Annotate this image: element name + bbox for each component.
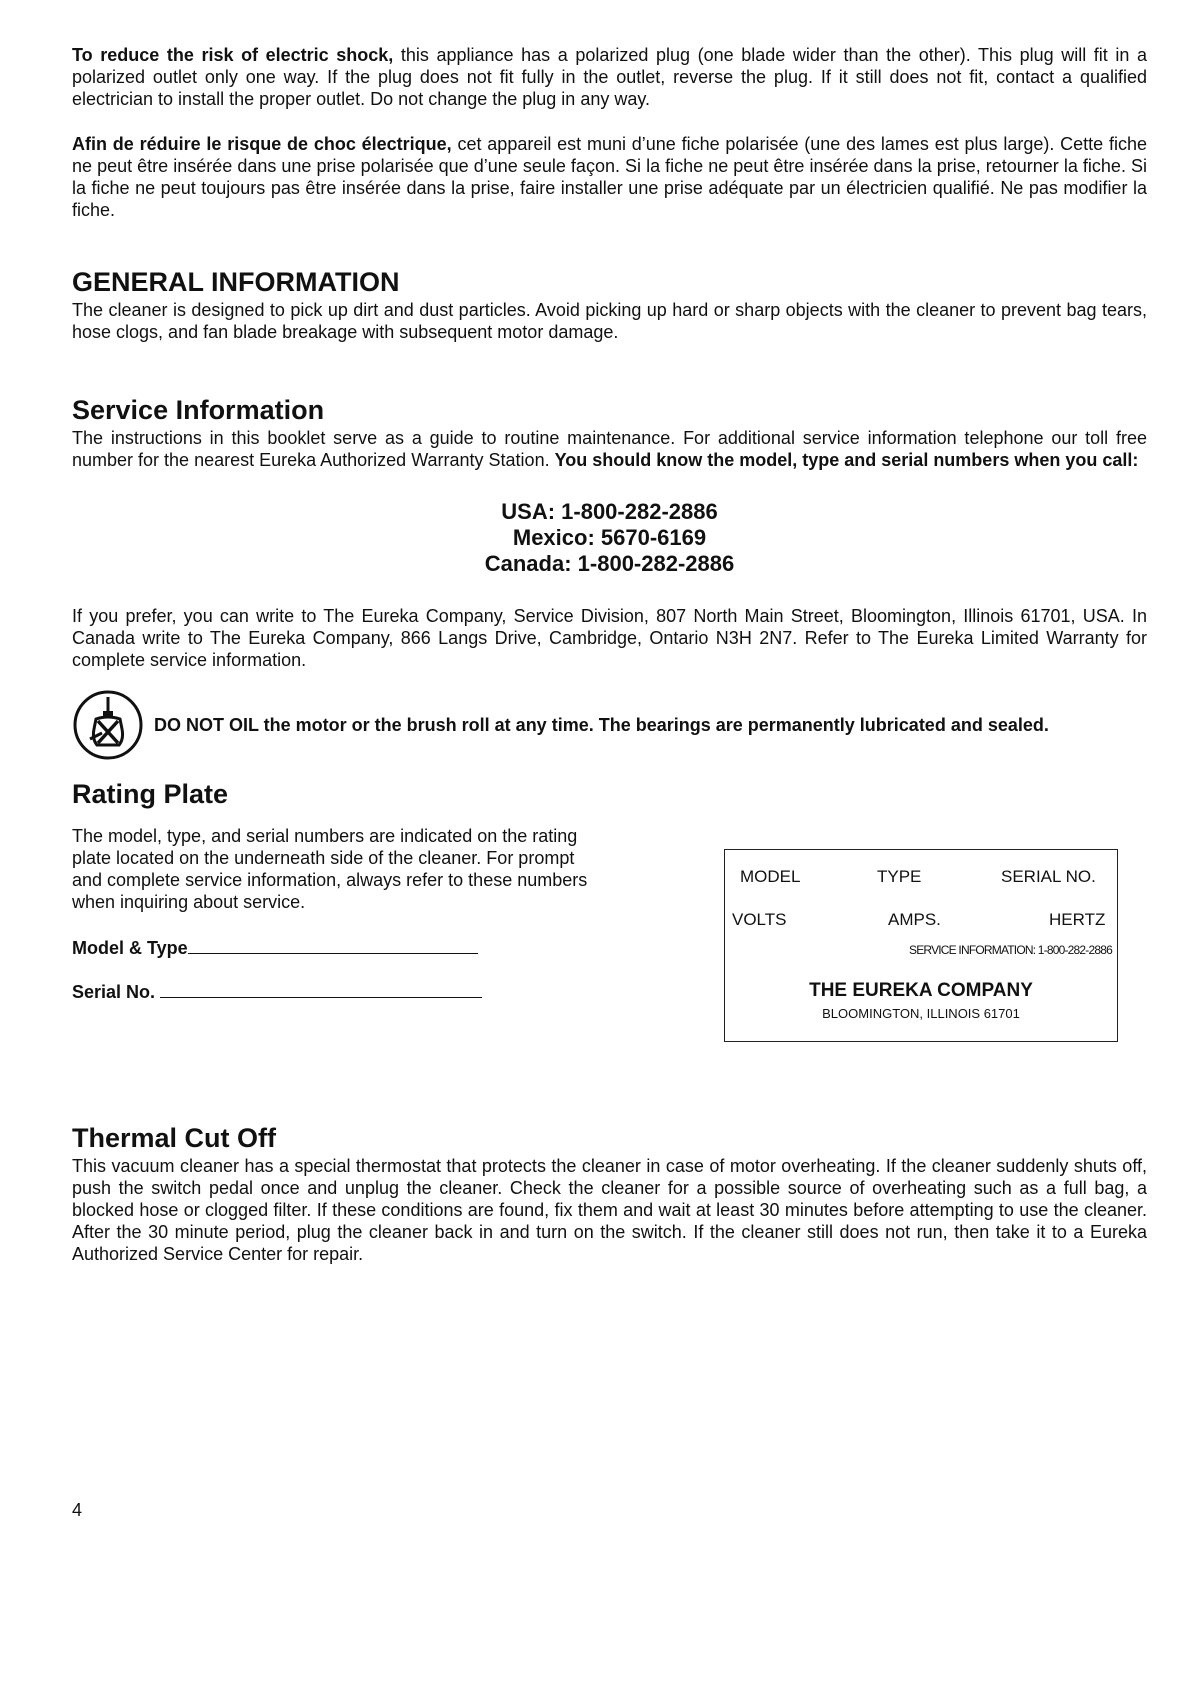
plate-amps: AMPS. xyxy=(888,910,941,929)
shock-warning-en xyxy=(72,44,1147,110)
shock-warning-fr xyxy=(72,133,1147,221)
plate-serial: SERIAL NO. xyxy=(1001,867,1096,886)
no-oil-icon xyxy=(72,689,144,761)
plate-volts: VOLTS xyxy=(732,910,787,929)
no-oil-warning-text: DO NOT OIL the motor or the brush roll at any time. The bearings are permanently lubricated and sealed. xyxy=(154,715,1049,735)
rating-plate-description xyxy=(72,825,592,1003)
thermal-cut-off-text: This vacuum cleaner has a special thermostat that protects the cleaner in case of motor overheating. If the cleaner suddenly shuts off, push the switch pedal once and unplug the cleaner. Check the cleaner for a possible source of overheating such as a full bag, a blocked hose or clogged filter. If these conditions are found, fix them and wait at least 30 minutes before attempting to use the cleaner. After the 30 minute period, plug the cleaner back in and turn on the switch. If the cleaner still does not run, then take it to a Eureka Authorized Service Center for repair. xyxy=(72,1156,1147,1264)
plate-address: BLOOMINGTON, ILLINOIS 61701 xyxy=(822,1006,1020,1021)
plate-model: MODEL xyxy=(740,867,801,886)
model-type-label: Model & Type xyxy=(72,938,188,958)
phone-usa: USA: 1-800-282-2886 xyxy=(501,499,718,524)
rating-plate-illustration xyxy=(724,849,1118,1042)
general-information-heading: GENERAL INFORMATION xyxy=(72,267,400,297)
page-number: 4 xyxy=(72,1500,83,1520)
phone-numbers xyxy=(72,499,1147,577)
model-type-field[interactable] xyxy=(72,935,592,959)
shock-warning-en-text: this appliance has a polarized plug (one blade wider than the other). This plug will fit in a polarized outlet only one way. If the plug does not fit fully in the outlet, reverse the plug. If it still does not fit, contact a qualified electrician to install the proper outlet. Do not change the plug in any way. xyxy=(72,45,1147,109)
shock-warning-fr-text: cet appareil est muni d’une fiche polarisée (une des lames est plus large). Cette fiche ne peut être insérée dans une prise polarisée que d’une seule façon. Si la fiche ne peut être insérée dans la prise, retourner la fiche. Si la fiche ne peut toujours pas être insérée dans la prise, faire installer une prise adéquate par un électricien qualifié. Ne pas modifier la fiche. xyxy=(72,134,1147,220)
manual-page xyxy=(72,44,1147,1265)
plate-type: TYPE xyxy=(877,867,922,886)
general-information-text: The cleaner is designed to pick up dirt and dust particles. Avoid picking up hard or sharp objects with the cleaner to prevent bag tears, hose clogs, and fan blade breakage with subsequent motor damage. xyxy=(72,300,1147,342)
no-oil-warning xyxy=(72,689,1147,761)
thermal-cut-off-heading: Thermal Cut Off xyxy=(72,1123,277,1153)
shock-warning-fr-bold: Afin de réduire le risque de choc électrique, xyxy=(72,134,452,154)
plate-company: THE EUREKA COMPANY xyxy=(809,980,1033,1001)
mail-address-text: If you prefer, you can write to The Eureka Company, Service Division, 807 North Main Street, Bloomington, Illinois 61701, USA. In Canada write to The Eureka Company, 866 Langs Drive, Cambridge, Ontario N3H 2N7. Refer to The Eureka Limited Warranty for complete service information. xyxy=(72,606,1147,670)
service-information-heading: Service Information xyxy=(72,395,325,425)
rating-plate-heading: Rating Plate xyxy=(72,779,229,809)
model-type-blank[interactable] xyxy=(188,935,478,954)
serial-number-label: Serial No. xyxy=(72,982,156,1002)
phone-canada: Canada: 1-800-282-2886 xyxy=(484,551,735,576)
serial-number-blank[interactable] xyxy=(160,979,482,998)
serial-number-field[interactable] xyxy=(72,979,592,1003)
rating-plate-text: The model, type, and serial numbers are indicated on the rating plate located on the underneath side of the cleaner. For prompt and complete service information, always refer to these numbers when inquiring about service. xyxy=(72,826,588,912)
service-text-bold: You should know the model, type and serial numbers when you call: xyxy=(554,450,1139,470)
plate-service-info: SERVICE INFORMATION: 1-800-282-2886 xyxy=(909,943,1112,957)
rating-plate-section xyxy=(72,825,1147,1065)
service-text-plain: The instructions in this booklet serve as a guide to routine maintenance. For additional service information telephone our toll free number for the nearest Eureka Authorized Warranty Station. xyxy=(72,428,1147,470)
phone-mexico: Mexico: 5670-6169 xyxy=(512,525,707,550)
service-information-text xyxy=(72,427,1147,471)
shock-warning-en-bold: To reduce the risk of electric shock, xyxy=(72,45,394,65)
plate-hertz: HERTZ xyxy=(1049,910,1106,929)
